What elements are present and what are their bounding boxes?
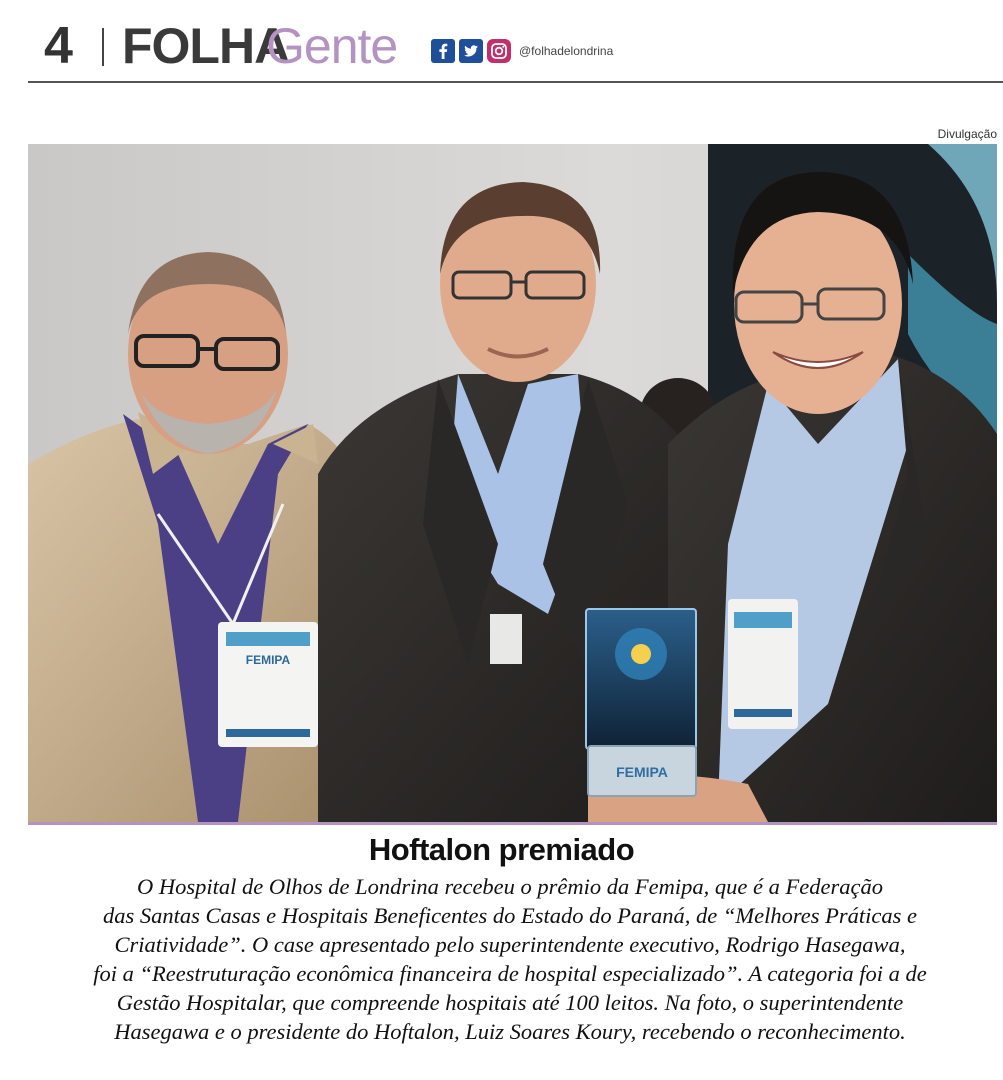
caption-line: O Hospital de Olhos de Londrina recebeu o prêmio da Femipa, que é a Federação — [137, 874, 883, 899]
caption-line: das Santas Casas e Hospitais Beneficentes do Estado do Paraná, de “Melhores Práticas e — [102, 903, 918, 928]
trophy-label: FEMIPA — [616, 764, 668, 780]
masthead-divider — [102, 28, 104, 66]
social-links — [431, 38, 613, 64]
photo-caption — [40, 872, 980, 1046]
instagram-icon[interactable] — [487, 39, 511, 63]
section-name: Gente — [266, 18, 398, 74]
caption-line: Hasegawa e o presidente do Hoftalon, Luiz Soares Koury, recebendo o reconhecimento. — [114, 1019, 906, 1044]
photo-accent-rule — [28, 822, 997, 825]
award-photo-illustration — [28, 144, 997, 822]
facebook-icon[interactable] — [431, 39, 455, 63]
caption-line: Criatividade”. O case apresentado pelo superintendente executivo, Rodrigo Hasegawa, — [114, 932, 906, 957]
caption-line: Gestão Hospitalar, que compreende hospitais até 100 leitos. Na foto, o superintendente — [116, 990, 904, 1015]
brand-name: FOLHA — [122, 18, 290, 74]
page-number: 4 — [44, 17, 73, 75]
social-handle[interactable]: @folhadelondrina — [519, 44, 614, 58]
award-photo — [28, 144, 997, 822]
masthead-rule — [28, 81, 1003, 83]
masthead — [0, 0, 1003, 84]
badge-label: FEMIPA — [245, 653, 291, 667]
caption-line: foi a “Reestruturação econômica financeira de hospital especializado”. A categoria foi a de — [93, 961, 927, 986]
headline: Hoftalon premiado — [368, 832, 635, 867]
twitter-icon[interactable] — [459, 39, 483, 63]
photo-credit: Divulgação — [937, 127, 997, 141]
